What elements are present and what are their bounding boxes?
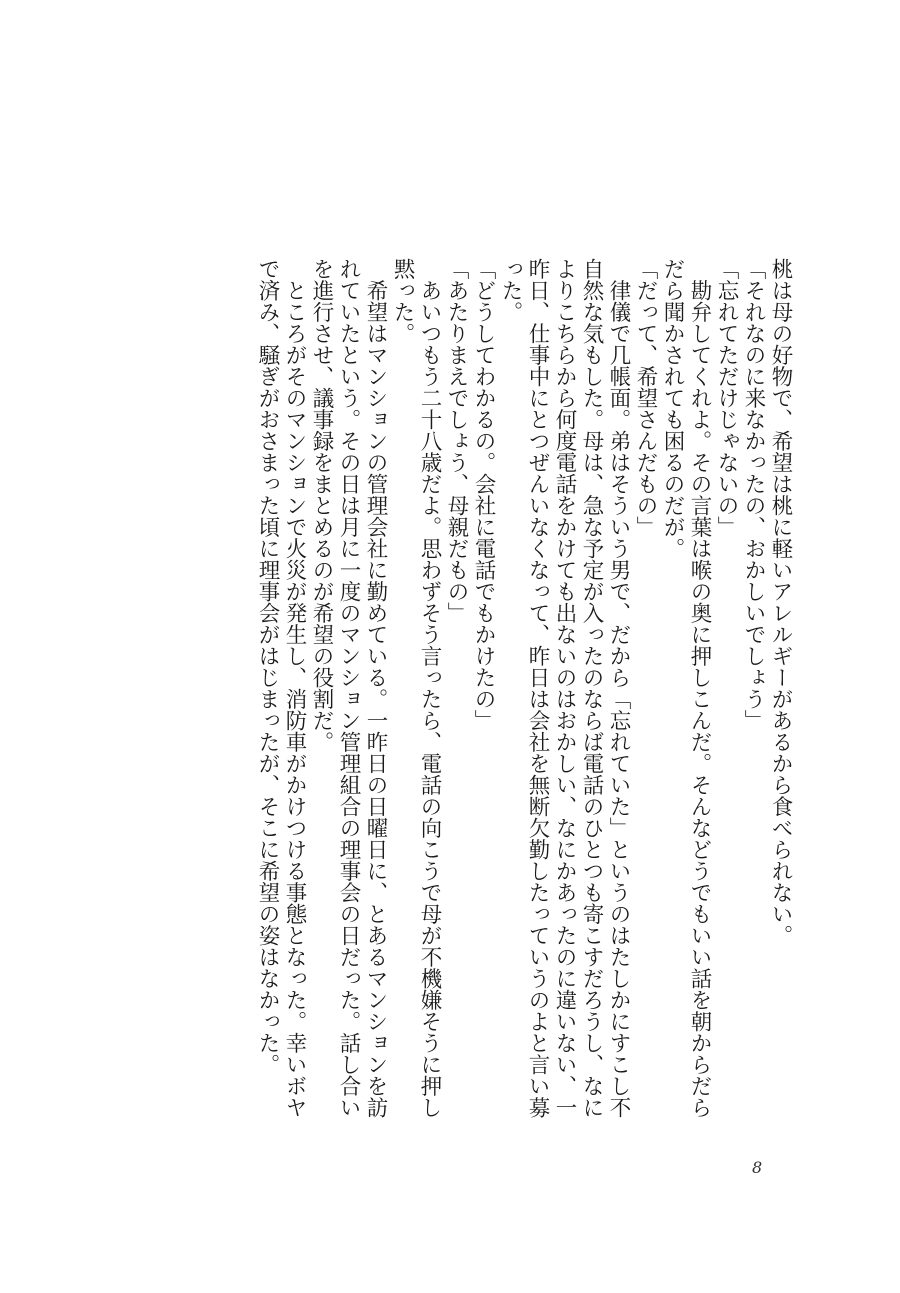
text-line: 「それなのに来なかったの、おかしいでしょう」 — [741, 258, 766, 731]
text-line: あいつもう二十八歳だよ。思わずそう言ったら、電話の向こうで母が不機嫌そうに押し — [417, 258, 442, 1118]
text-line: だら聞かされても困るのだが。 — [660, 258, 685, 559]
text-line: ところがそのマンションで火災が発生し、消防車がかけつける事態となった。幸いボヤ — [282, 258, 307, 1118]
text-line: れていたという。その日は月に一度のマンション管理組合の理事会の日だった。話し合い — [336, 258, 361, 1118]
text-line: 希望はマンションの管理会社に勤めている。一昨日の日曜日に、とあるマンションを訪 — [363, 258, 388, 1118]
text-line: 自然な気もした。母は、急な予定が入ったのならば電話のひとつも寄こすだろうし、なに — [579, 258, 604, 1118]
text-line: 桃は母の好物で、希望は桃に軽いアレルギーがあるから食べられない。 — [768, 258, 793, 946]
text-line: 律儀で几帳面。弟はそういう男で、だから「忘れていた」というのはたしかにすこし不 — [606, 258, 631, 1118]
text-line: 「あたりまえでしょう、母親だもの」 — [444, 258, 469, 624]
text-line: 「だって、希望さんだもの」 — [633, 258, 658, 538]
text-line: った。 — [498, 258, 523, 323]
text-line: 昨日、仕事中にとつぜんいなくなって、昨日は会社を無断欠勤したっていうのよと言い募 — [525, 258, 550, 1118]
text-line: 「どうしてわかるの。会社に電話でもかけたの」 — [471, 258, 496, 731]
vertical-text-body — [108, 258, 794, 1118]
text-line: 黙った。 — [390, 258, 415, 344]
text-line: 「忘れてただけじゃないの」 — [714, 258, 739, 538]
text-line: よりこちらから何度電話をかけても出ないのはおかしい、なにかあったのに違いない、一 — [552, 258, 577, 1118]
text-line: 勘弁してくれよ。その言葉は喉の奥に押しこんだ。そんなどうでもいい話を朝からだら — [687, 258, 712, 1118]
page-number: 8 — [752, 1158, 763, 1177]
text-line: を進行させ、議事録をまとめるのが希望の役割だ。 — [309, 258, 334, 753]
text-line: で済み、騒ぎがおさまった頃に理事会がはじまったが、そこに希望の姿はなかった。 — [255, 258, 280, 1075]
